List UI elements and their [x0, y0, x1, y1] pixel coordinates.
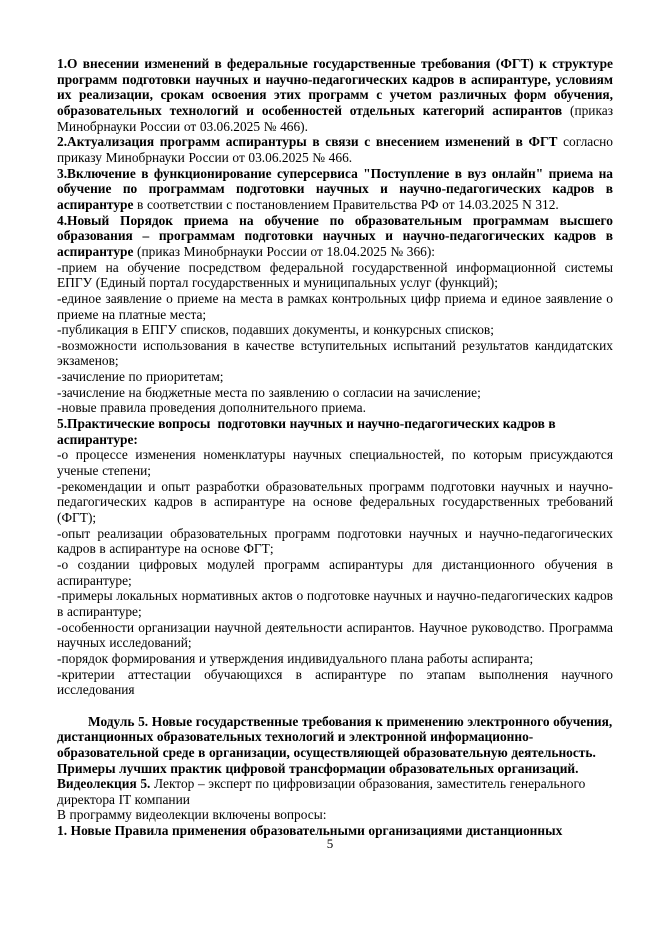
document-body [57, 56, 616, 839]
paragraph [57, 776, 613, 807]
bold-text-run: 5.Практические вопросы подготовки научных и научно-педагогических кадров в аспирантуре: [57, 416, 560, 447]
paragraph [57, 400, 613, 416]
text-run: -единое заявление о приеме на места в рамках контрольных цифр приема и единое заявление о приеме на платные места; [57, 290, 613, 322]
bold-text-run: 2.Актуализация программ аспирантуры в связи с внесением изменений в ФГТ [57, 134, 558, 150]
text-run: -особенности организации научной деятельности аспирантов. Научное руководство. Программа научных исследований; [57, 619, 613, 651]
text-run: (приказ Минобрнауки России от 03.06.2025 № 466). [57, 102, 614, 134]
paragraph [57, 479, 613, 526]
text-run: -рекомендации и опыт разработки образовательных программ подготовки научных и научно-педагогических кадров в аспирантуре на основе федеральных государственных требований (ФГТ); [57, 478, 613, 526]
text-run: -новые правила проведения дополнительного приема. [57, 400, 366, 416]
text-run: -возможности использования в качестве вступительных испытаний результатов кандидатских экзаменов; [57, 337, 613, 369]
text-run: -примеры локальных нормативных актов о подготовке научных и научно-педагогических кадров в аспирантуре; [57, 588, 613, 619]
bold-text-run: 1.О внесении изменений в федеральные государственные требования (ФГТ) к структуре программ подготовки научных и научно-педагогических кадров в аспирантуре, условиям их реализации, срокам освоения этих программ с учетом различных форм обучения, образовательных технологий и особенностей отдельных категорий аспирантов [57, 56, 613, 118]
text-run: в соответствии с постановлением Правительства РФ от 14.03.2025 N 312. [133, 196, 559, 212]
paragraph [57, 416, 613, 447]
text-run: -о процессе изменения номенклатуры научных специальностей, по которым присуждаются ученые степени; [57, 447, 613, 479]
paragraph [57, 56, 613, 134]
paragraph [57, 369, 613, 385]
paragraph [57, 667, 613, 698]
text-run: -порядок формирования и утверждения индивидуального плана работы аспиранта; [57, 650, 534, 666]
paragraph [57, 260, 613, 291]
text-run: согласно приказу Минобрнауки России от 03.06.2025 № 466. [57, 134, 613, 165]
paragraph [57, 526, 613, 557]
page-number: 5 [326, 836, 334, 851]
paragraph [57, 322, 613, 338]
paragraph-spacer [57, 698, 613, 714]
paragraph [57, 213, 613, 260]
paragraph [57, 588, 613, 619]
paragraph [57, 651, 613, 667]
text-run: -прием на обучение посредством федеральной государственной информационной системы ЕПГУ (Единый портал государственных и муниципальных услуг (функций); [57, 259, 613, 291]
paragraph [57, 807, 613, 823]
text-run: -опыт реализации образовательных программ подготовки научных и научно-педагогических кадров в аспирантуре на основе ФГТ; [57, 525, 613, 557]
paragraph [57, 620, 613, 651]
text-run: -зачисление по приоритетам; [57, 369, 224, 385]
text-run: В программу видеолекции включены вопросы: [57, 807, 327, 823]
bold-text-run: 1. Новые Правила применения образовательными организациями дистанционных [57, 823, 563, 839]
paragraph [57, 713, 616, 777]
paragraph [57, 166, 613, 213]
paragraph [57, 557, 613, 588]
paragraph [57, 291, 613, 322]
paragraph [57, 385, 613, 401]
text-run: -критерии аттестации обучающихся в аспирантуре по этапам выполнения научного исследования [57, 666, 613, 698]
text-run: -публикация в ЕПГУ списков, подавших документы, и конкурсных списков; [57, 322, 494, 338]
text-run: (приказ Минобрнауки России от 18.04.2025 № 366): [133, 243, 436, 259]
text-run: -о создании цифровых модулей программ аспирантуры для дистанционного обучения в аспирантуре; [57, 557, 613, 588]
paragraph [57, 134, 613, 165]
paragraph [57, 447, 613, 478]
paragraph [57, 338, 613, 369]
text-run: -зачисление на бюджетные места по заявлению о согласии на зачисление; [57, 384, 481, 400]
bold-text-run: Модуль 5. Новые государственные требования к применению электронного обучения, дистанционных образовательных технологий и электронной информационно-образовательной среде в организации, осуществляющей образовательную деятельность. Примеры лучших практик цифровой трансформации образовательных организаций. [57, 713, 616, 776]
page-footer [0, 836, 660, 852]
text-run: Лектор – эксперт по цифровизации образования, заместитель генерального директора IT компании [57, 776, 589, 807]
bold-text-run: Видеолекция 5. [57, 776, 151, 792]
bold-text-run: 4.Новый Порядок приема на обучение по образовательным программам высшего образования – программам подготовки научных и научно-педагогических кадров в аспирантуре [57, 212, 613, 259]
bold-text-run: 3.Включение в функционирование суперсервиса "Поступление в вуз онлайн" приема на обучение по программам подготовки научных и научно-педагогических кадров в аспирантуре [57, 165, 613, 212]
